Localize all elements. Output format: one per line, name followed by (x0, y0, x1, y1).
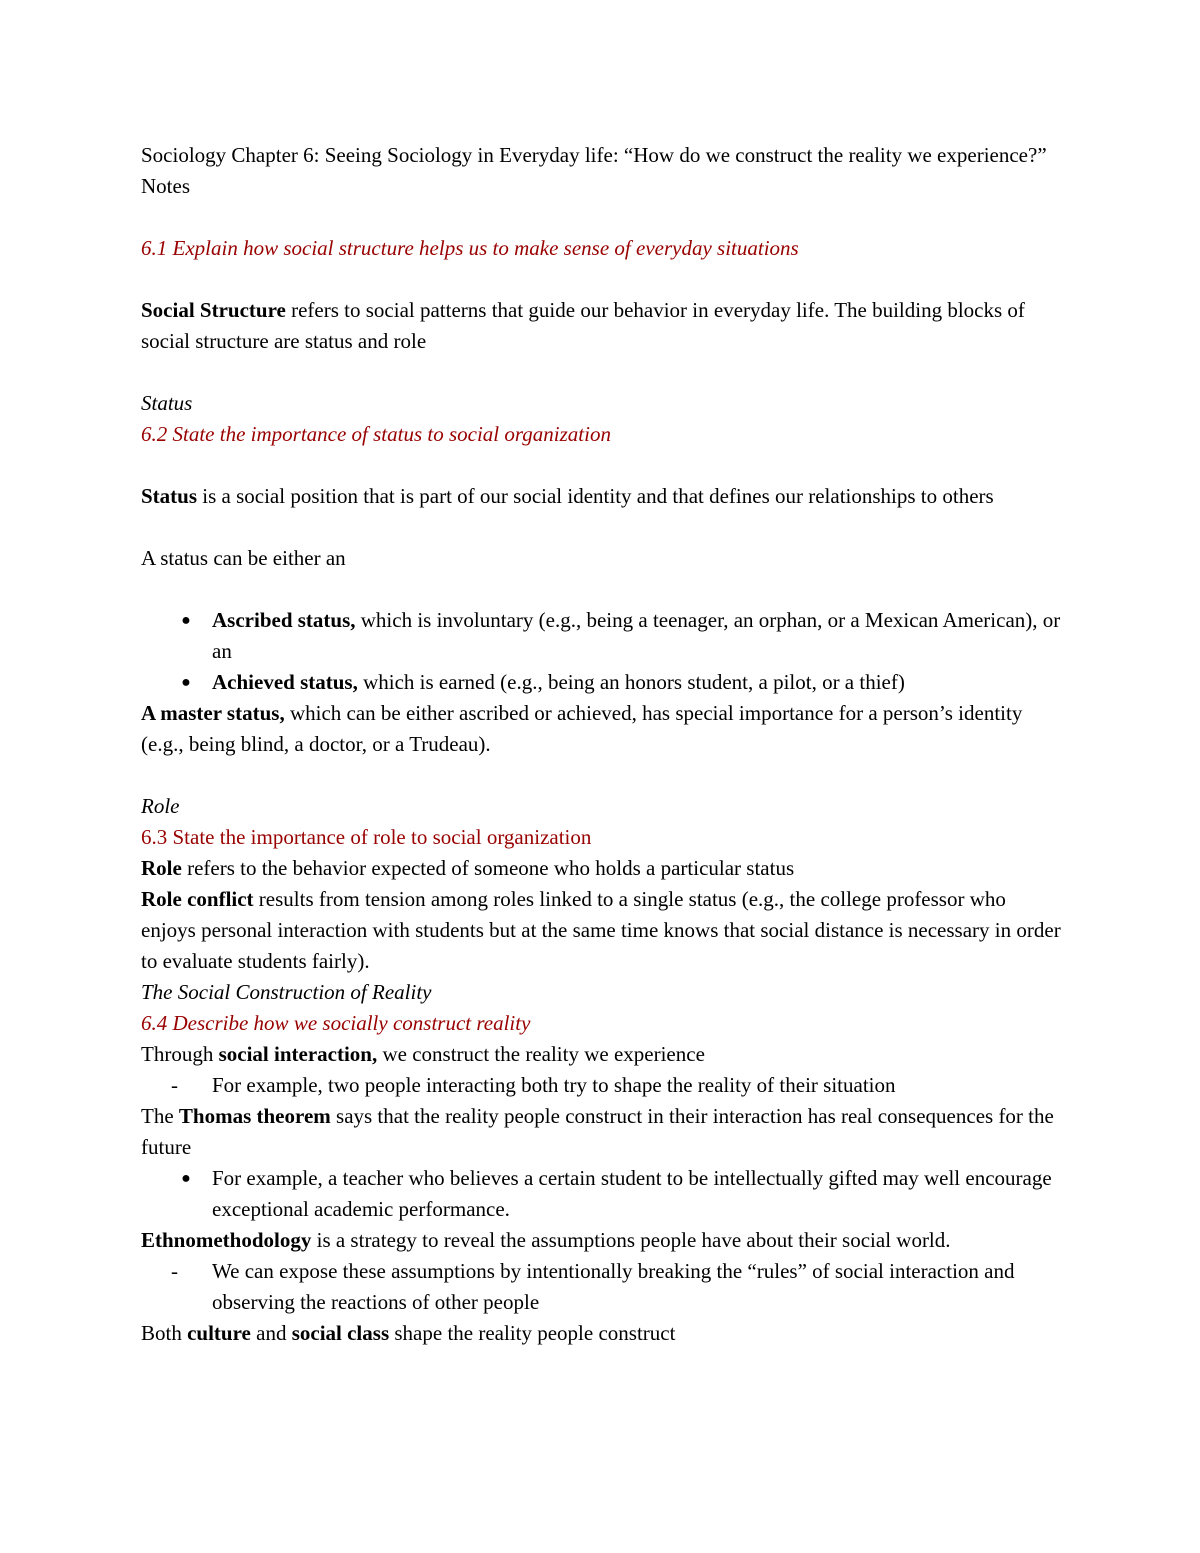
ethno-example-text: We can expose these assumptions by intentionally breaking the “rules” of social interaction and observing the reactions of other people (212, 1259, 1015, 1314)
term-master-status: A master status, (141, 701, 285, 725)
social-structure-text: refers to social patterns that guide our behavior in everyday life. The building blocks of social structure are status and role (141, 298, 1025, 353)
spacer (141, 574, 1061, 605)
status-either-line: A status can be either an (141, 546, 346, 570)
culture-paragraph (141, 1318, 1061, 1349)
bullet-icon: ● (181, 1170, 191, 1187)
status-heading: Status (141, 391, 193, 415)
role-conflict-paragraph (141, 884, 1061, 977)
term-culture: culture (187, 1321, 251, 1345)
interaction-text: we construct the reality we experience (377, 1042, 705, 1066)
term-thomas-theorem: Thomas theorem (178, 1104, 331, 1128)
status-definition (141, 481, 1061, 512)
culture-pre: Both (141, 1321, 188, 1345)
role-definition-text: refers to the behavior expected of someone who holds a particular status (181, 856, 795, 880)
document-title: Sociology Chapter 6: Seeing Sociology in Everyday life: “How do we construct the reality we experience?” Notes (141, 143, 1047, 198)
culture-mid: and (250, 1321, 292, 1345)
spacer (141, 760, 1061, 791)
list-item-interaction-example (141, 1070, 1061, 1101)
objective-6-4: 6.4 Describe how we socially construct reality (141, 1011, 531, 1035)
role-heading: Role (141, 794, 180, 818)
master-status-text: which can be either ascribed or achieved, has special importance for a person’s identity (e.g., being blind, a doctor, or a Trudeau). (141, 701, 1023, 756)
dash-icon: - (171, 1073, 178, 1097)
objective-6-1: 6.1 Explain how social structure helps us to make sense of everyday situations (141, 236, 799, 260)
role-conflict-text: results from tension among roles linked to a single status (e.g., the college professor who enjoys personal interaction with students but at the same time knows that social distance is necessary in order to evaluate students fairly). (141, 887, 1061, 973)
interaction-pre: Through (141, 1042, 219, 1066)
achieved-text: which is earned (e.g., being an honors student, a pilot, or a thief) (357, 670, 905, 694)
spacer (141, 450, 1061, 481)
bullet-icon: ● (181, 612, 191, 629)
construction-heading: The Social Construction of Reality (141, 980, 432, 1004)
term-social-class: social class (291, 1321, 390, 1345)
term-social-interaction: social interaction, (218, 1042, 378, 1066)
objective-6-2: 6.2 State the importance of status to social organization (141, 422, 611, 446)
term-role: Role (141, 856, 182, 880)
term-ethnomethodology: Ethnomethodology (141, 1228, 312, 1252)
term-role-conflict: Role conflict (141, 887, 254, 911)
master-status-paragraph (141, 698, 1061, 760)
document-page (141, 140, 1061, 1349)
list-item-ethno-example (141, 1256, 1061, 1318)
objective-6-3: 6.3 State the importance of role to social organization (141, 825, 592, 849)
term-status: Status (141, 484, 198, 508)
spacer (141, 202, 1061, 233)
term-social-structure: Social Structure (141, 298, 286, 322)
interaction-paragraph (141, 1039, 1061, 1070)
culture-text: shape the reality people construct (389, 1321, 676, 1345)
term-achieved-status: Achieved status, (212, 670, 358, 694)
list-item-thomas-example (141, 1163, 1061, 1225)
spacer (141, 264, 1061, 295)
bullet-icon: ● (181, 674, 191, 691)
interaction-example-text: For example, two people interacting both try to shape the reality of their situation (212, 1073, 896, 1097)
role-definition (141, 853, 1061, 884)
term-ascribed-status: Ascribed status, (212, 608, 356, 632)
status-definition-text: is a social position that is part of our social identity and that defines our relationships to others (197, 484, 994, 508)
thomas-example-text: For example, a teacher who believes a certain student to be intellectually gifted may well encourage exceptional academic performance. (212, 1166, 1052, 1221)
dash-icon: - (171, 1259, 178, 1283)
ethnomethodology-paragraph (141, 1225, 1061, 1256)
ascribed-text: which is involuntary (e.g., being a teenager, an orphan, or a Mexican American), or an (212, 608, 1061, 663)
spacer (141, 512, 1061, 543)
thomas-text: says that the reality people construct in their interaction has real consequences for the future (141, 1104, 1054, 1159)
spacer (141, 357, 1061, 388)
thomas-pre: The (141, 1104, 179, 1128)
thomas-theorem-paragraph (141, 1101, 1061, 1163)
ethnomethodology-text: is a strategy to reveal the assumptions people have about their social world. (311, 1228, 951, 1252)
list-item-achieved (141, 667, 1061, 698)
social-structure-paragraph (141, 295, 1061, 357)
list-item-ascribed (141, 605, 1061, 667)
